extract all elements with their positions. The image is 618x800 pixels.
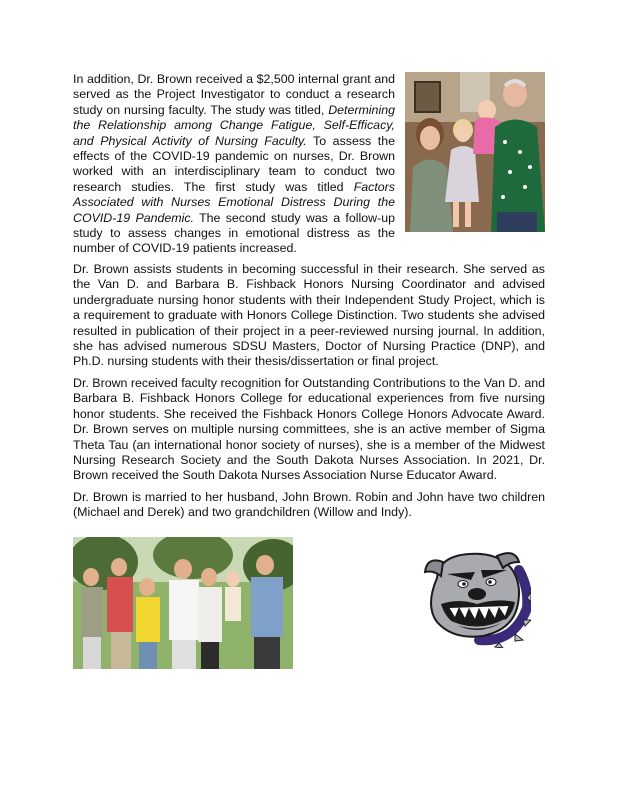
family-photo-illustration <box>73 537 293 669</box>
grandparents-photo <box>405 72 545 232</box>
grandparents-photo-illustration <box>405 72 545 232</box>
study-title-2: Factors Associated with Nurses Emotional Distress During the COVID-19 Pandemic. <box>73 179 395 225</box>
family-photo <box>73 537 293 669</box>
text-run: In addition, Dr. Brown received a $2,500 internal grant and served as the Project Investigator to conduct a research study on nursing faculty. The study was titled, <box>73 72 395 117</box>
paragraph-family: Dr. Brown is married to her husband, John Brown. Robin and John have two children (Michael and Derek) and two grandchildren (Willow and Indy). <box>73 490 545 520</box>
text-run: The second study was a follow-up study to assess changes in emotional distress as the number of COVID-19 patients increased. <box>73 210 395 256</box>
paragraph-research-grant <box>73 72 395 257</box>
bulldog-mascot-logo <box>419 548 531 648</box>
study-title-1: Determining the Relationship among Change Fatigue, Self-Efficacy, and Physical Activity of Nursing Faculty. <box>73 102 395 148</box>
text-run: To assess the effects of the COVID-19 pandemic on nurses, Dr. Brown worked with an interdisciplinary team to conduct two research studies. The first study was titled <box>73 133 395 194</box>
paragraph-recognition: Dr. Brown received faculty recognition for Outstanding Contributions to the Van D. and Barbara B. Fishback Honors College for educational experiences from five nursing honor students. She received the Fishback Honors College Honors Advocate Award. Dr. Brown serves on multiple nursing committees, she is an active member of Sigma Theta Tau (an international honor society of nurses), she is a member of the Midwest Nursing Research Society and the South Dakota Nurses Association. In 2021, Dr. Brown received the South Dakota Nurses Association Nurse Educator Award. <box>73 376 545 483</box>
paragraph-student-research: Dr. Brown assists students in becoming successful in their research. She served as the Van D. and Barbara B. Fishback Honors Nursing Coordinator and advised undergraduate nursing honor students with their Independent Study Project, which is a requirement to graduate with Honors College Distinction. Two students she advised resulted in publication of their project in a peer-reviewed nursing journal. In addition, she has advised numerous SDSU Masters, Doctor of Nursing Practice (DNP), and Ph.D. nursing students with their thesis/dissertation or final project. <box>73 262 545 369</box>
